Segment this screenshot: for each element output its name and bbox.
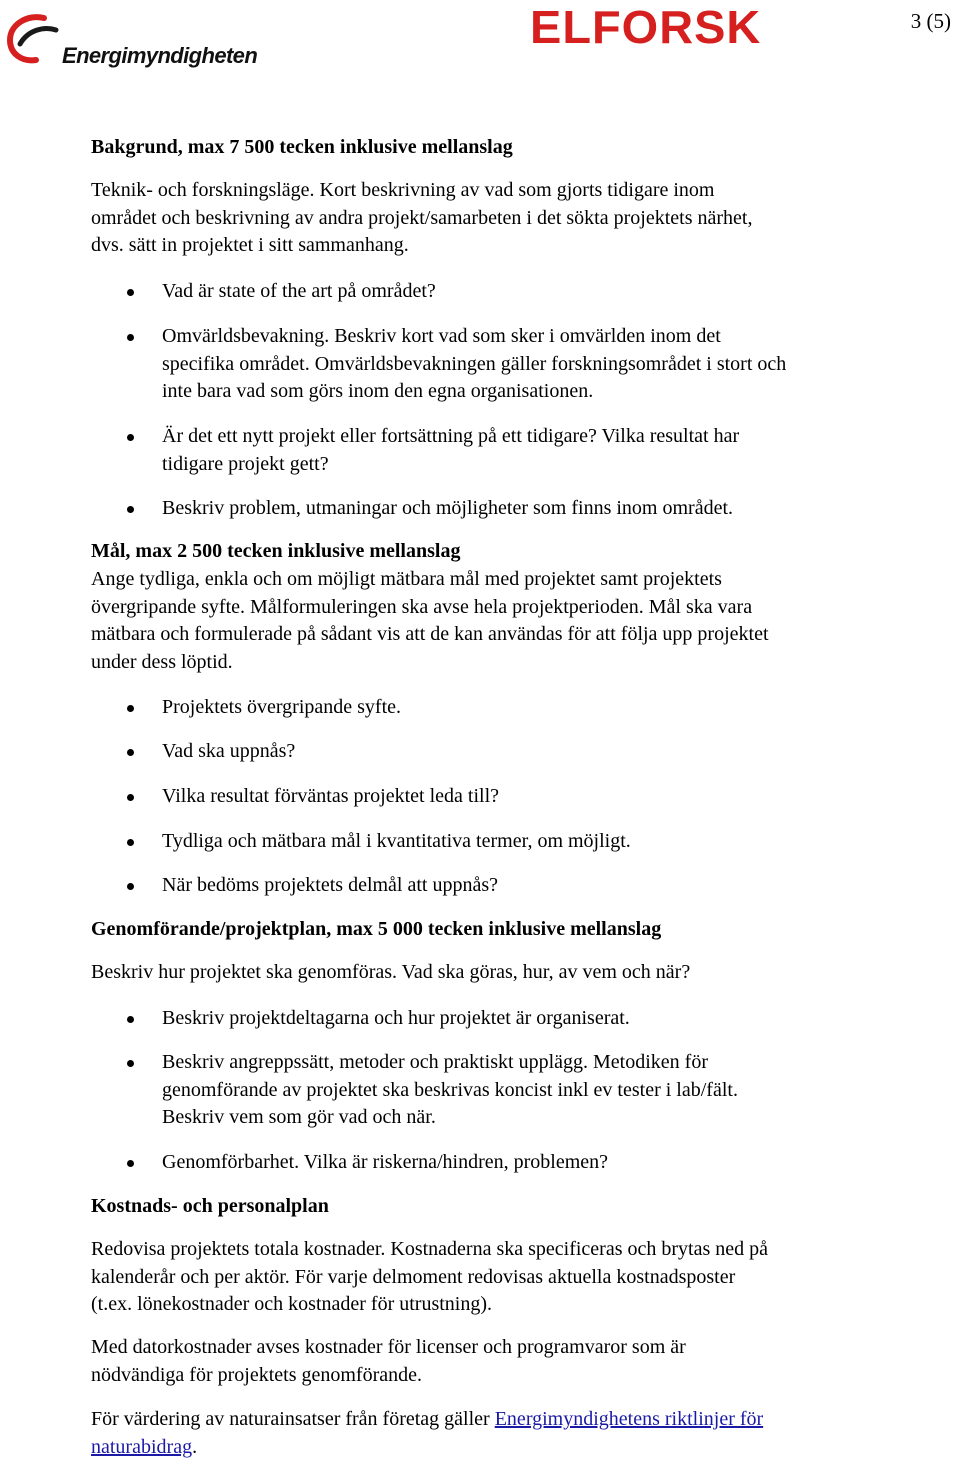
list-item-text: Beskriv angreppssätt, metoder och praktiskt upplägg. Metodiken för bbox=[162, 1051, 708, 1073]
heading-project-plan: Genomförande/projektplan, max 5 000 tecken inklusive mellanslag bbox=[91, 918, 662, 940]
page-number: 3 (5) bbox=[910, 9, 951, 33]
guidelines-link[interactable]: Energimyndighetens riktlinjer för bbox=[494, 1408, 764, 1430]
energimyndigheten-logo bbox=[6, 10, 258, 68]
text-line: Ange tydliga, enkla och om möjligt mätbara mål med projektet samt projektets bbox=[91, 568, 722, 590]
list-item-text: tidigare projekt gett? bbox=[162, 452, 329, 475]
bullet-icon bbox=[127, 839, 134, 846]
text-line: under dess löptid. bbox=[91, 650, 233, 673]
text-line: Teknik- och forskningsläge. Kort beskrivning av vad som gjorts tidigare inom bbox=[91, 179, 715, 201]
list-item-text: genomförande av projektet ska beskrivas koncist inkl ev tester i lab/fält. bbox=[162, 1078, 738, 1101]
bullet-icon bbox=[127, 794, 134, 801]
text-line: Med datorkostnader avses kostnader för licenser och programvaror som är bbox=[91, 1336, 686, 1358]
list-item-text: Beskriv projektdeltagarna och hur projektet är organiserat. bbox=[162, 1007, 630, 1029]
goals-intro bbox=[91, 566, 769, 676]
elforsk-logo: ELFORSK bbox=[530, 1, 762, 53]
text-line: området och beskrivning av andra projekt/samarbeten i det sökta projektets närhet, bbox=[91, 206, 753, 229]
list-item-text: Vad ska uppnås? bbox=[162, 740, 296, 762]
bullet-icon bbox=[127, 334, 134, 341]
bullet-icon bbox=[127, 289, 134, 296]
text-segment: För värdering av naturainsatser från företag gäller bbox=[91, 1408, 495, 1430]
list-item-text: inte bara vad som görs inom den egna organisationen. bbox=[162, 380, 594, 402]
text-segment: . bbox=[192, 1435, 198, 1458]
list-item-text: Beskriv problem, utmaningar och möjligheter som finns inom området. bbox=[162, 497, 734, 519]
bullet-icon bbox=[127, 705, 134, 712]
list-item-text: Genomförbarhet. Vilka är riskerna/hindren, problemen? bbox=[162, 1151, 609, 1173]
costs-paragraph-2 bbox=[91, 1334, 686, 1389]
list-item-text: Projektets övergripande syfte. bbox=[162, 696, 402, 718]
text-line: (t.ex. lönekostnader och kostnader för utrustning). bbox=[91, 1293, 493, 1315]
text-line: övergripande syfte. Målformuleringen ska avse hela projektperioden. Mål ska vara bbox=[91, 595, 753, 618]
page-header bbox=[0, 0, 960, 80]
bullet-icon bbox=[127, 749, 134, 756]
guidelines-link-continued[interactable]: naturabidrag bbox=[91, 1435, 193, 1458]
bullet-icon bbox=[127, 1016, 134, 1023]
background-intro bbox=[91, 177, 752, 260]
text-line bbox=[91, 1406, 763, 1434]
list-item-text: Omvärldsbevakning. Beskriv kort vad som sker i omvärlden inom det bbox=[162, 325, 721, 347]
list-item-text: När bedöms projektets delmål att uppnås? bbox=[162, 874, 499, 896]
text-line: nödvändiga för projektets genomförande. bbox=[91, 1363, 423, 1386]
list-item-text: Vad är state of the art på området? bbox=[162, 280, 436, 302]
bullet-icon bbox=[127, 506, 134, 513]
heading-goals: Mål, max 2 500 tecken inklusive mellanslag bbox=[91, 540, 461, 562]
text-line: Beskriv hur projektet ska genomföras. Vad ska göras, hur, av vem och när? bbox=[91, 961, 691, 983]
energimyndigheten-logo-text: Energimyndigheten bbox=[62, 43, 258, 68]
list-item-text: Är det ett nytt projekt eller fortsättning på ett tidigare? Vilka resultat har bbox=[162, 425, 740, 447]
bullet-icon bbox=[127, 434, 134, 441]
text-line: dvs. sätt in projektet i sitt sammanhang. bbox=[91, 234, 409, 256]
energimyndigheten-swoosh-icon bbox=[6, 10, 66, 68]
heading-background: Bakgrund, max 7 500 tecken inklusive mellanslag bbox=[91, 136, 513, 158]
bullet-icon bbox=[127, 883, 134, 890]
text-line bbox=[91, 1434, 763, 1462]
heading-costs: Kostnads- och personalplan bbox=[91, 1195, 329, 1217]
list-item-text: specifika området. Omvärldsbevakningen gäller forskningsområdet i stort och bbox=[162, 352, 787, 375]
costs-paragraph-3 bbox=[91, 1406, 763, 1461]
bullet-icon bbox=[127, 1060, 134, 1067]
bullet-icon bbox=[127, 1160, 134, 1167]
costs-paragraph-1 bbox=[91, 1236, 768, 1319]
plan-intro bbox=[91, 959, 690, 987]
text-line: kalenderår och per aktör. För varje delmoment redovisas aktuella kostnadsposter bbox=[91, 1265, 736, 1288]
list-item-text: Vilka resultat förväntas projektet leda till? bbox=[162, 785, 500, 807]
list-item-text: Tydliga och mätbara mål i kvantitativa termer, om möjligt. bbox=[162, 830, 631, 852]
list-item-text: Beskriv vem som gör vad och när. bbox=[162, 1106, 436, 1128]
text-line: mätbara och formulerade på sådant vis att de kan användas för att följa upp projektet bbox=[91, 623, 769, 645]
text-line: Redovisa projektets totala kostnader. Kostnaderna ska specificeras och brytas ned på bbox=[91, 1238, 769, 1260]
